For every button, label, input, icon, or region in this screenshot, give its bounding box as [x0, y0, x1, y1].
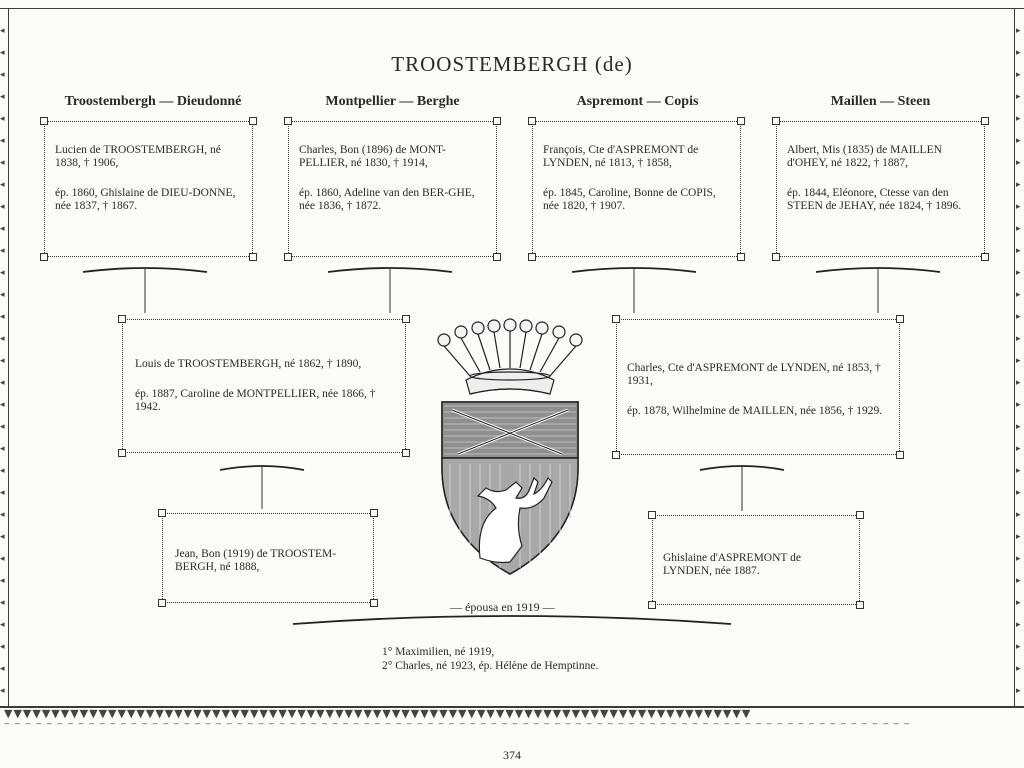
- person-text: Charles, Bon (1896) de MONT-PELLIER, né 1830, † 1914,: [299, 144, 446, 169]
- person-box-ghislaine: [652, 515, 860, 605]
- heading-maillen-steen: Maillen — Steen: [830, 94, 931, 109]
- frame-right-ornament: ▸▸▸▸▸▸▸▸▸▸▸▸▸▸▸▸▸▸▸▸▸▸▸▸▸▸▸▸▸▸▸: [1016, 26, 1022, 696]
- page-number: 374: [503, 748, 521, 762]
- marriage-text: ép. 1887, Caroline de MONTPELLIER, née 1866, † 1942.: [135, 388, 376, 413]
- child-item: 1° Maximilien, né 1919,: [382, 646, 495, 658]
- coat-of-arms: [430, 318, 590, 580]
- heading-aspremont-copis: Aspremont — Copis: [576, 94, 699, 109]
- frame-left-ornament: ◂◂◂◂◂◂◂◂◂◂◂◂◂◂◂◂◂◂◂◂◂◂◂◂◂◂◂◂◂◂◂: [0, 26, 6, 696]
- children-list: [382, 645, 598, 673]
- marriage-text: ép. 1844, Eléonore, Ctesse van den STEEN de JEHAY, née 1824, † 1896.: [787, 187, 962, 212]
- frame-bottom-ornament: ▼▼▼▼▼▼▼▼▼▼▼▼▼▼▼▼▼▼▼▼▼▼▼▼▼▼▼▼▼▼▼▼▼▼▼▼▼▼▼▼▼▼▼▼▼▼▼▼▼▼▼▼▼▼▼▼▼▼▼▼▼▼▼▼▼▼▼▼▼▼▼▼▼▼▼▼▼▼▼: [4, 708, 752, 720]
- marriage-caption: — épousa en 1919 —: [450, 600, 555, 614]
- heading-troostembergh-dieudonne: Troostembergh — Dieudonné: [64, 94, 242, 109]
- heading-montpellier-berghe: Montpellier — Berghe: [325, 94, 460, 109]
- marriage-text: ép. 1878, Wilhelmine de MAILLEN, née 1856, † 1929.: [627, 405, 883, 417]
- person-text: Charles, Cte d'ASPREMONT de LYNDEN, né 1853, † 1931,: [627, 362, 881, 387]
- person-text: Jean, Bon (1919) de TROOSTEM-BERGH, né 1888,: [175, 548, 337, 573]
- child-item: 2° Charles, né 1923, ép. Hélène de Hemptinne.: [382, 660, 599, 672]
- person-box-louis: [122, 319, 406, 453]
- marriage-text: ép. 1845, Caroline, Bonne de COPIS, née 1820, † 1907.: [543, 187, 716, 212]
- coronet-icon: [438, 319, 582, 394]
- person-box-jean: [162, 513, 374, 603]
- person-text: Ghislaine d'ASPREMONT de LYNDEN, née 1887.: [663, 552, 801, 577]
- marriage-text: ép. 1860, Ghislaine de DIEU-DONNE, née 1837, † 1867.: [55, 187, 236, 212]
- frame-bottom-dashes: ‒ ‒ ‒ ‒ ‒ ‒ ‒ ‒ ‒ ‒ ‒ ‒ ‒ ‒ ‒ ‒ ‒ ‒ ‒ ‒ ‒ ‒ ‒ ‒ ‒ ‒ ‒ ‒ ‒ ‒ ‒ ‒ ‒ ‒ ‒ ‒ ‒ ‒ ‒ ‒ ‒ ‒ ‒ ‒ ‒ ‒ ‒ ‒ ‒ ‒ ‒ ‒ ‒ ‒ ‒ ‒ ‒ ‒ ‒ ‒ ‒ ‒ ‒ ‒ ‒ ‒ ‒ ‒ ‒ ‒ ‒ ‒ ‒ ‒ ‒ ‒ ‒ ‒ ‒ ‒ ‒ ‒ ‒ ‒ ‒ ‒: [4, 719, 911, 729]
- marriage-text: ép. 1860, Adeline van den BER-GHE, née 1836, † 1872.: [299, 187, 475, 212]
- person-text: Lucien de TROOSTEMBERGH, né 1838, † 1906,: [55, 144, 221, 169]
- person-text: Louis de TROOSTEMBERGH, né 1862, † 1890,: [135, 358, 362, 370]
- person-box-charles-aspremont: [616, 319, 900, 455]
- person-text: Albert, Mis (1835) de MAILLEN d'OHEY, né 1822, † 1887,: [787, 144, 942, 169]
- page-title: TROOSTEMBERGH (de): [391, 52, 633, 76]
- person-text: François, Cte d'ASPREMONT de LYNDEN, né 1813, † 1858,: [543, 144, 699, 169]
- shield-icon: [442, 402, 578, 574]
